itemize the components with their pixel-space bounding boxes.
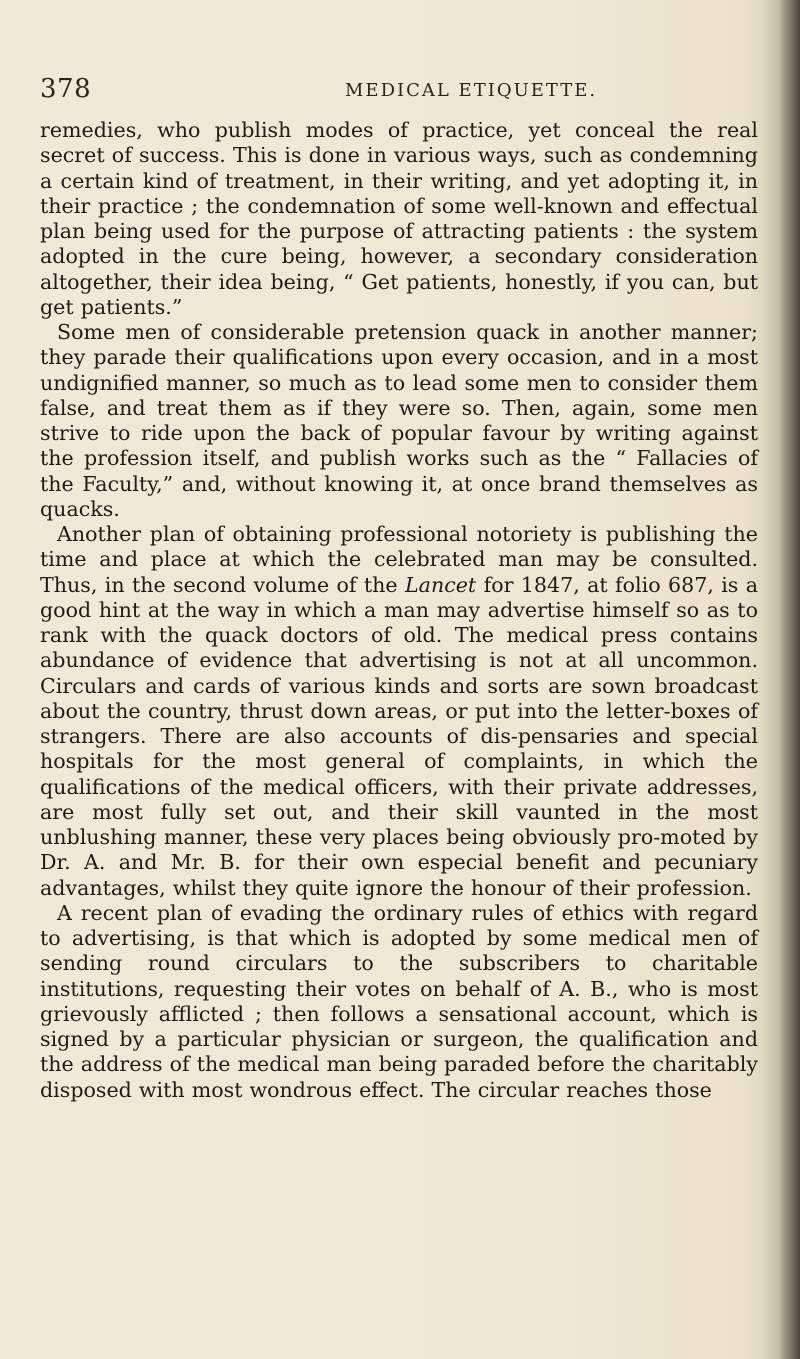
paragraph-3-text-before: Another plan of obtaining professional notoriety is publishing the time and place at which the celebrated man may be consulted. Thus, in the second volume of the — [40, 522, 758, 597]
body-text — [40, 118, 758, 1103]
page-edge-shadow — [762, 0, 800, 1359]
paragraph-3 — [40, 522, 758, 901]
paragraph-3-text-after: for 1847, at folio 687, is a good hint at the way in which a man may advertise himself so as to rank with the quack doctors of old. The medical press contains abundance of evidence that advertising is not at all uncommon. Circulars and cards of various kinds and sorts are sown broadcast about the country, thrust down areas, or put into the letter-boxes of strangers. There are also accounts of dis-pensaries and special hospitals for the most general of complaints, in which the qualifications of the medical officers, with their private addresses, are most fully set out, and their skill vaunted in the most unblushing manner, these very places being obviously pro-moted by Dr. A. and Mr. B. for their own especial benefit and pecuniary advantages, whilst they quite ignore the honour of their profession. — [40, 572, 758, 900]
running-head: MEDICAL ETIQUETTE. — [345, 80, 598, 101]
paragraph-2: Some men of considerable pretension quack in another manner; they parade their qualifications upon every occasion, and in a most undignified manner, so much as to lead some men to consider them false, and treat them as if they were so. Then, again, some men strive to ride upon the back of popular favour by writing against the profession itself, and publish works such as the “ Fallacies of the Faculty,” and, without knowing it, at once brand themselves as quacks. — [40, 320, 758, 521]
lancet-title: Lancet — [404, 572, 477, 597]
page-header — [40, 74, 760, 108]
page-number: 378 — [40, 74, 92, 104]
paragraph-1: remedies, who publish modes of practice, yet conceal the real secret of success. This is done in various ways, such as condemning a certain kind of treatment, in their writing, and yet adopting it, in their practice ; the condemnation of some well-known and effectual plan being used for the purpose of attracting patients : the system adopted in the cure being, however, a secondary consideration altogether, their idea being, “ Get patients, honestly, if you can, but get patients.” — [40, 118, 758, 319]
paragraph-4: A recent plan of evading the ordinary rules of ethics with regard to advertising, is that which is adopted by some medical men of sending round circulars to the subscribers to charitable institutions, requesting their votes on behalf of A. B., who is most grievously afflicted ; then follows a sensational account, which is signed by a particular physician or surgeon, the qualification and the address of the medical man being paraded before the charitably disposed with most wondrous effect. The circular reaches those — [40, 900, 758, 1102]
